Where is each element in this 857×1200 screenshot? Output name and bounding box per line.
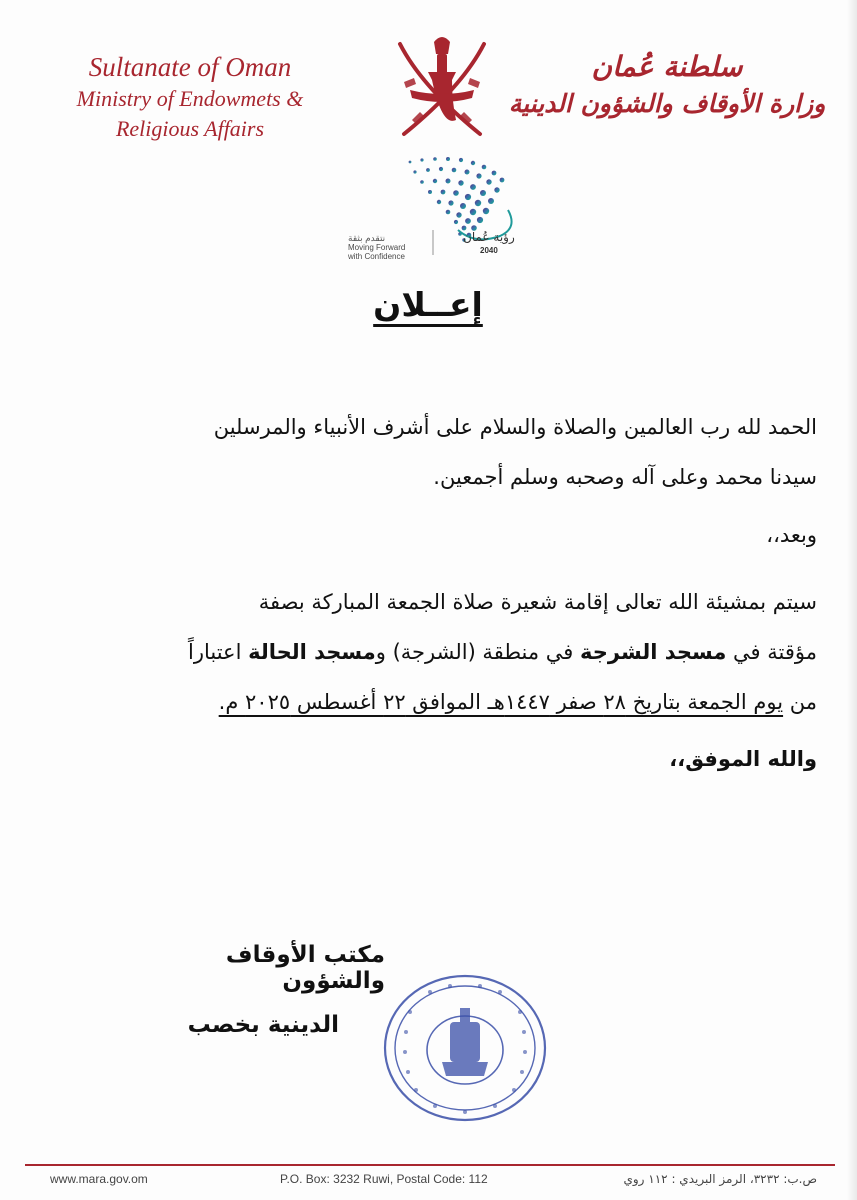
header-ministry-en-1: Ministry of Endowmets &	[76, 86, 304, 111]
vision-slogan-ar: نتقدم بثقة	[348, 233, 386, 243]
opening-paragraph	[117, 402, 817, 502]
page-edge-shadow	[847, 0, 857, 1200]
announcement-date: يوم الجمعة بتاريخ ٢٨ صفر ١٤٤٧هـ الموافق ٢٢ أغسطس ٢٠٢٥ م.	[218, 690, 784, 714]
footer-pobox-en: P.O. Box: 3232 Ruwi, Postal Code: 112	[280, 1172, 488, 1186]
announcement-title: إعــلان	[373, 285, 483, 324]
vision-label-ar: رؤية عُمان	[463, 230, 515, 244]
announcement-line-3	[117, 677, 817, 727]
vision-slogan-en-1: Moving Forward	[348, 243, 406, 252]
footer-website: www.mara.gov.om	[50, 1172, 148, 1186]
vision-slogan-en-2: with Confidence	[348, 252, 405, 261]
english-header	[40, 50, 340, 144]
signature-office-line-1: مكتب الأوقاف والشؤون	[225, 942, 385, 994]
oman-emblem-icon	[382, 32, 502, 142]
line2-part-a: مؤقتة في	[726, 640, 817, 664]
announcement-paragraph	[117, 577, 817, 727]
header-ministry-ar: وزارة الأوقاف والشؤون الدينية	[508, 89, 826, 118]
footer-pobox-ar: ص.ب: ٣٢٣٢، الرمز البريدي : ١١٢ روي	[623, 1172, 817, 1186]
footer-divider	[25, 1164, 835, 1166]
header-country-ar: سلطنة عُمان	[591, 50, 743, 83]
header-ministry-en-2: Religious Affairs	[115, 116, 265, 141]
signature-office-line-2: الدينية بخصب	[187, 1012, 339, 1038]
line3-part-a: من	[783, 690, 817, 714]
transition-line: وبعد،،	[766, 523, 817, 547]
line2-part-c: في منطقة (الشرجة) و	[375, 640, 581, 664]
mosque-name-hala: مسجد الحالة	[248, 640, 376, 664]
announcement-line-1: سيتم بمشيئة الله تعالى إقامة شعيرة صلاة الجمعة المباركة بصفة	[258, 590, 817, 614]
announcement-line-2	[117, 627, 817, 677]
closing-line: والله الموفق،،	[669, 747, 817, 771]
official-stamp-icon	[380, 972, 550, 1124]
line2-part-e: اعتباراً	[188, 640, 249, 664]
vision-slogan	[348, 234, 448, 261]
vision-year: 2040	[480, 246, 498, 255]
mosque-name-sharja: مسجد الشرجة	[580, 640, 727, 664]
arabic-header	[507, 48, 827, 122]
header-country-en: Sultanate of Oman	[88, 52, 292, 82]
opening-line-1: الحمد لله رب العالمين والصلاة والسلام على أشرف الأنبياء والمرسلين	[213, 415, 817, 439]
opening-line-2: سيدنا محمد وعلى آله وصحبه وسلم أجمعين.	[433, 465, 817, 489]
